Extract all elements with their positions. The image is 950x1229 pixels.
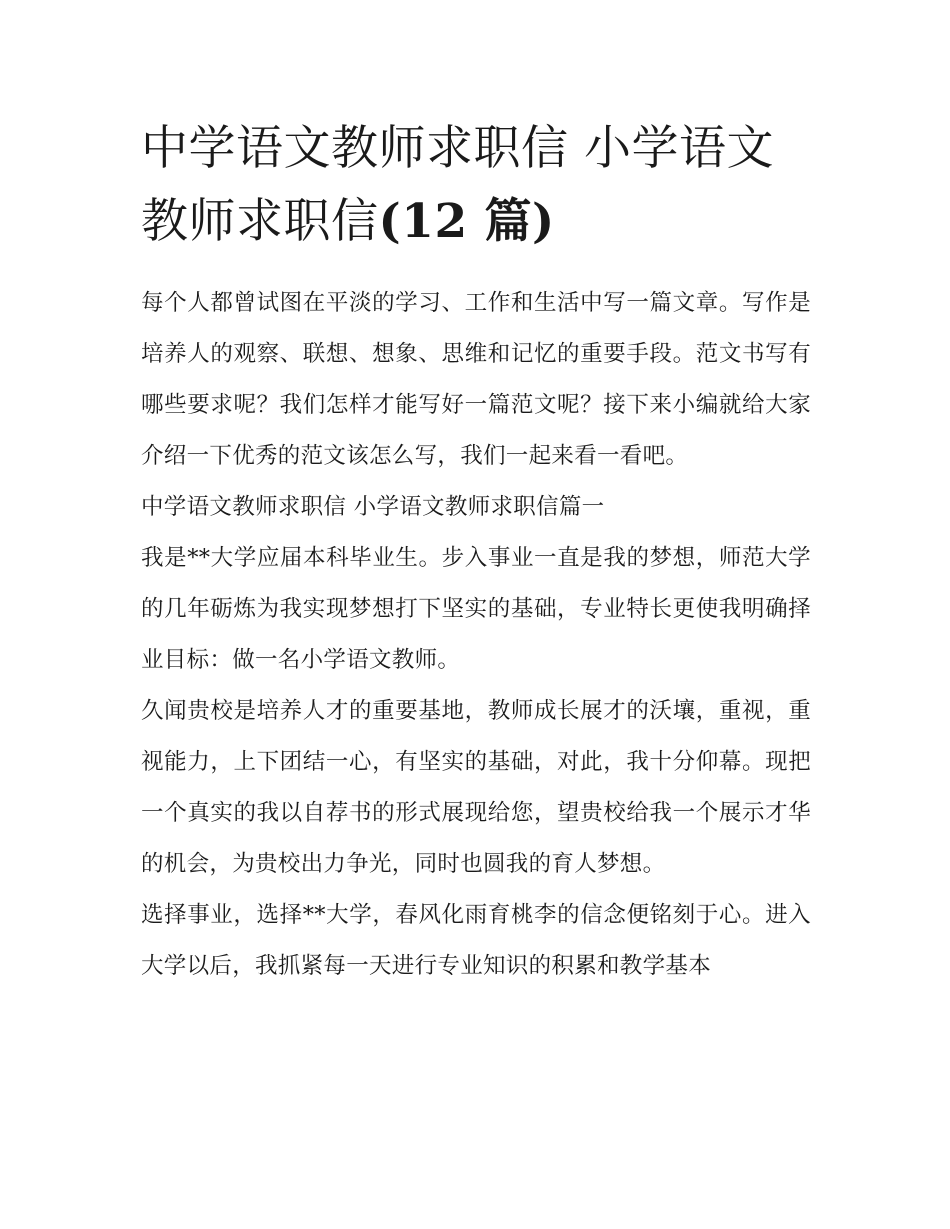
body-paragraph: 我是**大学应届本科毕业生。步入事业一直是我的梦想，师范大学的几年砺炼为我实现梦想打下坚实的基础，专业特长更使我明确择业目标：做一名小学语文教师。 — [141, 545, 811, 673]
intro-paragraph: 每个人都曾试图在平淡的学习、工作和生活中写一篇文章。写作是培养人的观察、联想、想象、思维和记忆的重要手段。范文书写有哪些要求呢？我们怎样才能写好一篇范文呢？接下来小编就给大家介绍一下优秀的范文该怎么写，我们一起来看一看吧。 — [141, 290, 811, 469]
document-body — [141, 278, 811, 992]
title-line-2: 教师求职信 — [141, 194, 379, 249]
document-title — [141, 112, 811, 258]
body-paragraph: 久闻贵校是培养人才的重要基地，教师成长展才的沃壤，重视，重视能力，上下团结一心，有坚实的基础，对此，我十分仰幕。现把一个真实的我以自荐书的形式展现给您，望贵校给我一个展示才华的机会，为贵校出力争光，同时也圆我的育人梦想。 — [141, 698, 811, 877]
section-heading: 中学语文教师求职信 小学语文教师求职信篇一 — [141, 494, 605, 520]
title-count: (12 篇) — [378, 194, 555, 249]
body-paragraph: 选择事业，选择**大学，春风化雨育桃李的信念便铭刻于心。进入大学以后，我抓紧每一天进行专业知识的积累和教学基本 — [141, 902, 811, 979]
title-line-1: 中学语文教师求职信 小学语文 — [141, 121, 774, 176]
document-page — [141, 112, 811, 992]
